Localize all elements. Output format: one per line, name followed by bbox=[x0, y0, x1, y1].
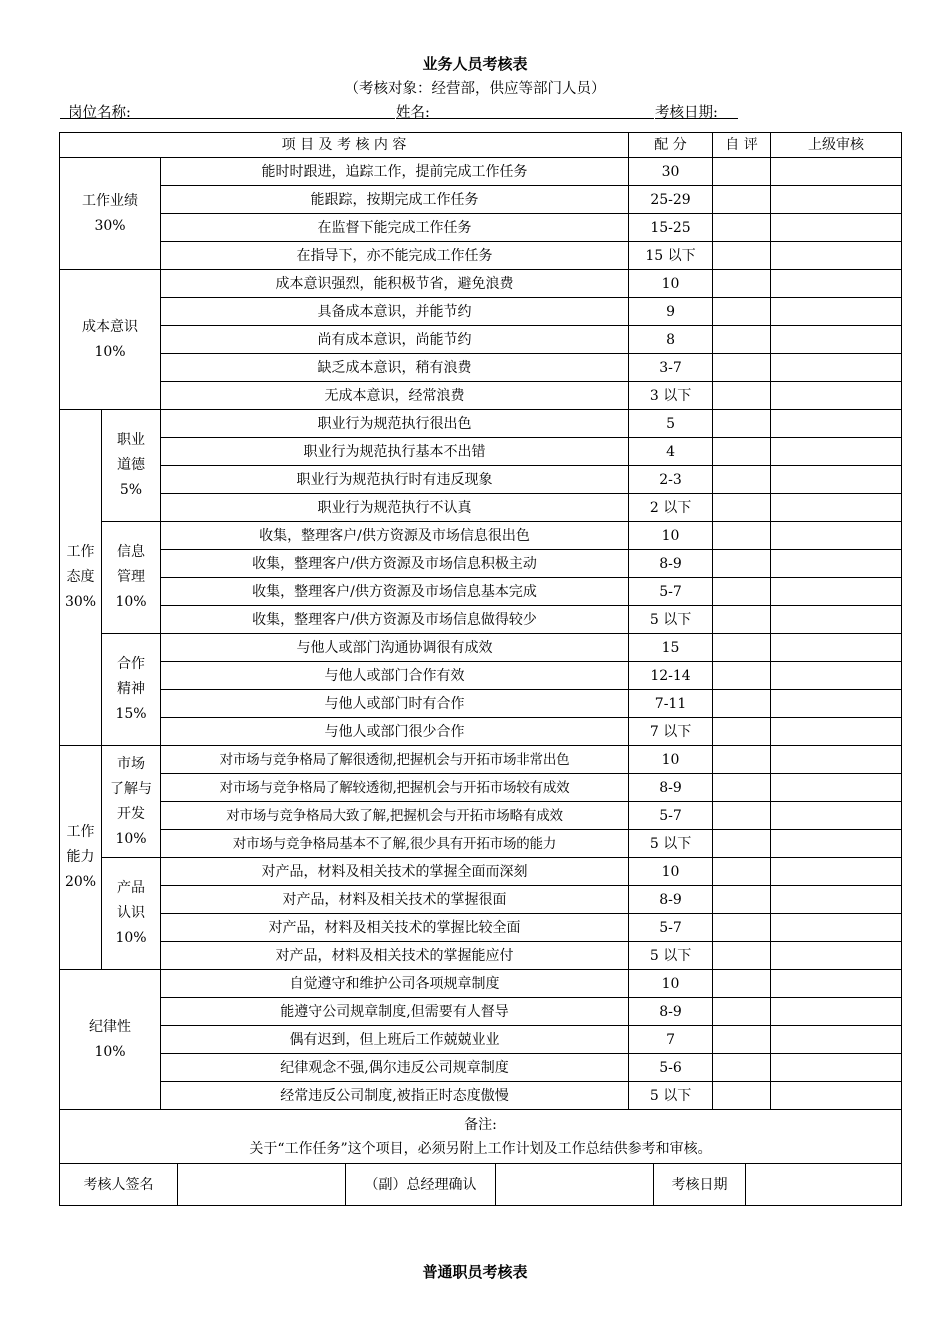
superior-score-cell[interactable] bbox=[771, 998, 902, 1026]
score-cell: 5 bbox=[629, 410, 713, 438]
table-row bbox=[60, 326, 902, 354]
superior-score-cell[interactable] bbox=[771, 858, 902, 886]
position-label: 岗位名称: bbox=[68, 105, 131, 121]
score-cell: 2-3 bbox=[629, 466, 713, 494]
score-cell: 7 以下 bbox=[629, 718, 713, 746]
table-row bbox=[60, 718, 902, 746]
superior-score-cell[interactable] bbox=[771, 214, 902, 242]
category-attitude: 工作 态度 30% bbox=[60, 410, 102, 746]
form-subtitle: （考核对象：经营部，供应等部门人员） bbox=[344, 81, 606, 97]
superior-score-cell[interactable] bbox=[771, 802, 902, 830]
criteria-text: 与他人或部门时有合作 bbox=[161, 690, 629, 718]
score-cell: 3-7 bbox=[629, 354, 713, 382]
self-score-cell[interactable] bbox=[713, 942, 771, 970]
criteria-text: 收集，整理客户/供方资源及市场信息积极主动 bbox=[161, 550, 629, 578]
superior-score-cell[interactable] bbox=[771, 382, 902, 410]
self-score-cell[interactable] bbox=[713, 718, 771, 746]
table-row bbox=[60, 494, 902, 522]
score-cell: 4 bbox=[629, 438, 713, 466]
form-title: 业务人员考核表 bbox=[422, 55, 528, 73]
score-cell: 5-7 bbox=[629, 578, 713, 606]
criteria-text: 在监督下能完成工作任务 bbox=[161, 214, 629, 242]
superior-score-cell[interactable] bbox=[771, 942, 902, 970]
self-score-cell[interactable] bbox=[713, 438, 771, 466]
self-score-cell[interactable] bbox=[713, 242, 771, 270]
criteria-text: 职业行为规范执行很出色 bbox=[161, 410, 629, 438]
criteria-text: 能跟踪，按期完成工作任务 bbox=[161, 186, 629, 214]
superior-score-cell[interactable] bbox=[771, 662, 902, 690]
criteria-text: 偶有迟到，但上班后工作兢兢业业 bbox=[161, 1026, 629, 1054]
criteria-text: 对产品，材料及相关技术的掌握比较全面 bbox=[161, 914, 629, 942]
table-row bbox=[60, 382, 902, 410]
superior-score-cell[interactable] bbox=[771, 326, 902, 354]
superior-score-cell[interactable] bbox=[771, 270, 902, 298]
table-row bbox=[60, 410, 902, 438]
criteria-text: 对市场与竞争格局了解很透彻,把握机会与开拓市场非常出色 bbox=[161, 746, 629, 774]
score-cell: 25-29 bbox=[629, 186, 713, 214]
self-score-cell[interactable] bbox=[713, 186, 771, 214]
score-cell: 10 bbox=[629, 270, 713, 298]
table-row bbox=[60, 522, 902, 550]
self-score-cell[interactable] bbox=[713, 606, 771, 634]
superior-score-cell[interactable] bbox=[771, 438, 902, 466]
score-cell: 30 bbox=[629, 158, 713, 186]
col-header-superior: 上级审核 bbox=[771, 133, 902, 158]
table-row bbox=[60, 830, 902, 858]
table-row bbox=[60, 662, 902, 690]
table-row bbox=[60, 914, 902, 942]
superior-score-cell[interactable] bbox=[771, 1054, 902, 1082]
criteria-text: 经常违反公司制度,被指正时态度傲慢 bbox=[161, 1082, 629, 1110]
score-cell: 8-9 bbox=[629, 998, 713, 1026]
score-cell: 10 bbox=[629, 522, 713, 550]
self-score-cell[interactable] bbox=[713, 802, 771, 830]
table-row bbox=[60, 942, 902, 970]
score-cell: 15 bbox=[629, 634, 713, 662]
superior-score-cell[interactable] bbox=[771, 914, 902, 942]
score-cell: 10 bbox=[629, 858, 713, 886]
table-row bbox=[60, 634, 902, 662]
subcategory-product: 产品 认识 10% bbox=[102, 858, 161, 970]
superior-score-cell[interactable] bbox=[771, 774, 902, 802]
criteria-text: 收集，整理客户/供方资源及市场信息基本完成 bbox=[161, 578, 629, 606]
self-score-cell[interactable] bbox=[713, 970, 771, 998]
table-row bbox=[60, 970, 902, 998]
self-score-cell[interactable] bbox=[713, 746, 771, 774]
superior-score-cell[interactable] bbox=[771, 830, 902, 858]
superior-score-cell[interactable] bbox=[771, 634, 902, 662]
criteria-text: 缺乏成本意识，稍有浪费 bbox=[161, 354, 629, 382]
superior-score-cell[interactable] bbox=[771, 242, 902, 270]
superior-score-cell[interactable] bbox=[771, 606, 902, 634]
superior-score-cell[interactable] bbox=[771, 1026, 902, 1054]
superior-score-cell[interactable] bbox=[771, 690, 902, 718]
table-row bbox=[60, 438, 902, 466]
table-row bbox=[60, 802, 902, 830]
self-score-cell[interactable] bbox=[713, 634, 771, 662]
score-cell: 5 以下 bbox=[629, 830, 713, 858]
criteria-text: 能时时跟进，追踪工作，提前完成工作任务 bbox=[161, 158, 629, 186]
score-cell: 5 以下 bbox=[629, 942, 713, 970]
assessor-signature-label: 考核人签名 bbox=[60, 1164, 178, 1206]
superior-score-cell[interactable] bbox=[771, 298, 902, 326]
score-cell: 8-9 bbox=[629, 550, 713, 578]
score-cell: 10 bbox=[629, 746, 713, 774]
subcategory-info: 信息 管理 10% bbox=[102, 522, 161, 634]
score-cell: 12-14 bbox=[629, 662, 713, 690]
note-cell bbox=[60, 1110, 902, 1164]
self-score-cell[interactable] bbox=[713, 326, 771, 354]
manager-confirm-label: （副）总经理确认 bbox=[346, 1164, 496, 1206]
self-score-cell[interactable] bbox=[713, 298, 771, 326]
superior-score-cell[interactable] bbox=[771, 466, 902, 494]
score-cell: 8-9 bbox=[629, 774, 713, 802]
self-score-cell[interactable] bbox=[713, 382, 771, 410]
col-header-self: 自 评 bbox=[713, 133, 771, 158]
score-cell: 10 bbox=[629, 970, 713, 998]
name-field-line[interactable] bbox=[396, 118, 654, 119]
category-cost: 成本意识 10% bbox=[60, 270, 161, 410]
criteria-text: 尚有成本意识，尚能节约 bbox=[161, 326, 629, 354]
score-cell: 15-25 bbox=[629, 214, 713, 242]
criteria-text: 能遵守公司规章制度,但需要有人督导 bbox=[161, 998, 629, 1026]
subcategory-teamwork: 合作 精神 15% bbox=[102, 634, 161, 746]
table-row bbox=[60, 214, 902, 242]
criteria-text: 具备成本意识，并能节约 bbox=[161, 298, 629, 326]
table-row bbox=[60, 886, 902, 914]
self-score-cell[interactable] bbox=[713, 858, 771, 886]
signature-table bbox=[59, 1163, 902, 1206]
score-cell: 3 以下 bbox=[629, 382, 713, 410]
table-row bbox=[60, 606, 902, 634]
criteria-text: 收集，整理客户/供方资源及市场信息很出色 bbox=[161, 522, 629, 550]
criteria-text: 职业行为规范执行基本不出错 bbox=[161, 438, 629, 466]
criteria-text: 对产品，材料及相关技术的掌握能应付 bbox=[161, 942, 629, 970]
score-cell: 5-6 bbox=[629, 1054, 713, 1082]
category-performance: 工作业绩 30% bbox=[60, 158, 161, 270]
superior-score-cell[interactable] bbox=[771, 1082, 902, 1110]
manager-confirm-field[interactable] bbox=[496, 1164, 654, 1206]
column-header-row bbox=[60, 133, 902, 158]
criteria-text: 职业行为规范执行不认真 bbox=[161, 494, 629, 522]
score-cell: 5-7 bbox=[629, 802, 713, 830]
col-header-score: 配 分 bbox=[629, 133, 713, 158]
criteria-text: 与他人或部门合作有效 bbox=[161, 662, 629, 690]
subcategory-market: 市场 了解与 开发 10% bbox=[102, 746, 161, 858]
superior-score-cell[interactable] bbox=[771, 746, 902, 774]
note-label: 备注: bbox=[464, 1116, 497, 1133]
self-score-cell[interactable] bbox=[713, 550, 771, 578]
category-discipline: 纪律性 10% bbox=[60, 970, 161, 1110]
superior-score-cell[interactable] bbox=[771, 186, 902, 214]
table-row bbox=[60, 270, 902, 298]
self-score-cell[interactable] bbox=[713, 354, 771, 382]
superior-score-cell[interactable] bbox=[771, 970, 902, 998]
self-score-cell[interactable] bbox=[713, 214, 771, 242]
criteria-text: 对市场与竞争格局基本不了解,很少具有开拓市场的能力 bbox=[161, 830, 629, 858]
self-score-cell[interactable] bbox=[713, 886, 771, 914]
score-cell: 8-9 bbox=[629, 886, 713, 914]
table-row bbox=[60, 998, 902, 1026]
score-cell: 5 以下 bbox=[629, 1082, 713, 1110]
next-form-title: 普通职员考核表 bbox=[422, 1263, 528, 1281]
self-score-cell[interactable] bbox=[713, 998, 771, 1026]
self-score-cell[interactable] bbox=[713, 578, 771, 606]
criteria-text: 在指导下，亦不能完成工作任务 bbox=[161, 242, 629, 270]
criteria-text: 职业行为规范执行时有违反现象 bbox=[161, 466, 629, 494]
col-header-item: 项 目 及 考 核 内 容 bbox=[60, 133, 629, 158]
subcategory-ethics: 职业 道德 5% bbox=[102, 410, 161, 522]
superior-score-cell[interactable] bbox=[771, 718, 902, 746]
criteria-text: 成本意识强烈，能积极节省，避免浪费 bbox=[161, 270, 629, 298]
self-score-cell[interactable] bbox=[713, 1082, 771, 1110]
criteria-text: 自觉遵守和维护公司各项规章制度 bbox=[161, 970, 629, 998]
score-cell: 8 bbox=[629, 326, 713, 354]
table-row bbox=[60, 1054, 902, 1082]
table-row bbox=[60, 1026, 902, 1054]
score-cell: 9 bbox=[629, 298, 713, 326]
score-cell: 2 以下 bbox=[629, 494, 713, 522]
name-label: 姓名: bbox=[396, 105, 430, 121]
superior-score-cell[interactable] bbox=[771, 494, 902, 522]
table-row bbox=[60, 578, 902, 606]
criteria-text: 纪律观念不强,偶尔违反公司规章制度 bbox=[161, 1054, 629, 1082]
superior-score-cell[interactable] bbox=[771, 354, 902, 382]
signature-row bbox=[60, 1164, 902, 1206]
table-row bbox=[60, 690, 902, 718]
self-score-cell[interactable] bbox=[713, 466, 771, 494]
score-cell: 7-11 bbox=[629, 690, 713, 718]
score-cell: 5-7 bbox=[629, 914, 713, 942]
table-row bbox=[60, 158, 902, 186]
self-score-cell[interactable] bbox=[713, 774, 771, 802]
table-row bbox=[60, 466, 902, 494]
note-text: 关于“工作任务”这个项目，必须另附上工作计划及工作总结供参考和审核。 bbox=[249, 1140, 712, 1157]
self-score-cell[interactable] bbox=[713, 494, 771, 522]
table-row bbox=[60, 1082, 902, 1110]
criteria-text: 对产品，材料及相关技术的掌握很面 bbox=[161, 886, 629, 914]
self-score-cell[interactable] bbox=[713, 270, 771, 298]
superior-score-cell[interactable] bbox=[771, 550, 902, 578]
criteria-text: 与他人或部门很少合作 bbox=[161, 718, 629, 746]
self-score-cell[interactable] bbox=[713, 1026, 771, 1054]
table-row bbox=[60, 354, 902, 382]
self-score-cell[interactable] bbox=[713, 410, 771, 438]
criteria-text: 收集，整理客户/供方资源及市场信息做得较少 bbox=[161, 606, 629, 634]
table-row bbox=[60, 774, 902, 802]
self-score-cell[interactable] bbox=[713, 662, 771, 690]
superior-score-cell[interactable] bbox=[771, 578, 902, 606]
superior-score-cell[interactable] bbox=[771, 410, 902, 438]
criteria-text: 对市场与竞争格局大致了解,把握机会与开拓市场略有成效 bbox=[161, 802, 629, 830]
superior-score-cell[interactable] bbox=[771, 158, 902, 186]
self-score-cell[interactable] bbox=[713, 1054, 771, 1082]
position-field-line[interactable] bbox=[60, 118, 395, 119]
self-score-cell[interactable] bbox=[713, 158, 771, 186]
table-row bbox=[60, 746, 902, 774]
table-row bbox=[60, 550, 902, 578]
table-row bbox=[60, 186, 902, 214]
date-label: 考核日期: bbox=[655, 105, 718, 121]
date-field-line[interactable] bbox=[655, 118, 738, 119]
self-score-cell[interactable] bbox=[713, 914, 771, 942]
assessor-signature-field[interactable] bbox=[178, 1164, 346, 1206]
superior-score-cell[interactable] bbox=[771, 886, 902, 914]
criteria-text: 与他人或部门沟通协调很有成效 bbox=[161, 634, 629, 662]
table-row bbox=[60, 242, 902, 270]
superior-score-cell[interactable] bbox=[771, 522, 902, 550]
score-cell: 5 以下 bbox=[629, 606, 713, 634]
category-ability: 工作 能力 20% bbox=[60, 746, 102, 970]
assessment-date-label: 考核日期 bbox=[654, 1164, 746, 1206]
criteria-text: 对市场与竞争格局了解较透彻,把握机会与开拓市场较有成效 bbox=[161, 774, 629, 802]
note-row bbox=[60, 1110, 902, 1164]
self-score-cell[interactable] bbox=[713, 522, 771, 550]
table-row bbox=[60, 858, 902, 886]
score-cell: 7 bbox=[629, 1026, 713, 1054]
self-score-cell[interactable] bbox=[713, 690, 771, 718]
assessment-table bbox=[59, 132, 902, 1164]
assessment-date-field[interactable] bbox=[746, 1164, 902, 1206]
criteria-text: 对产品，材料及相关技术的掌握全面而深刻 bbox=[161, 858, 629, 886]
table-row bbox=[60, 298, 902, 326]
self-score-cell[interactable] bbox=[713, 830, 771, 858]
criteria-text: 无成本意识，经常浪费 bbox=[161, 382, 629, 410]
score-cell: 15 以下 bbox=[629, 242, 713, 270]
